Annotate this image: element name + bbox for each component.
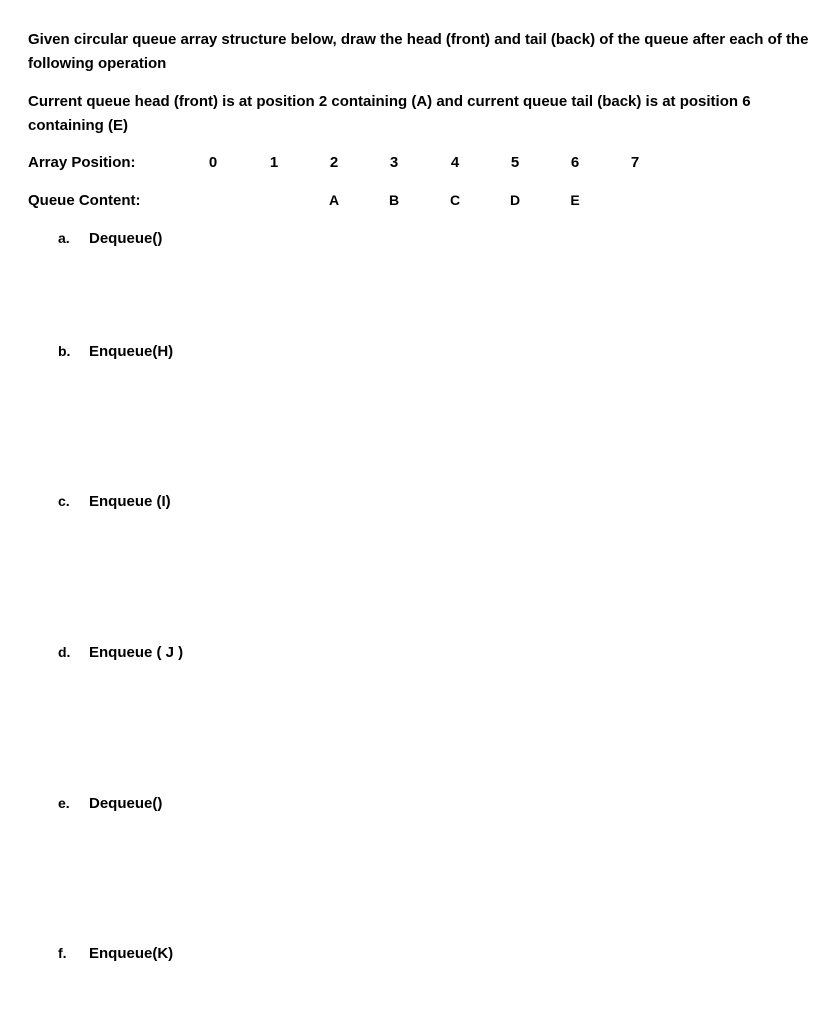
queue-content-2: A [328,192,340,208]
question-instruction: Given circular queue array structure below, draw the head (front) and tail (back) of the queue after each of the following operation [28,31,809,72]
operation-letter: d. [58,644,71,660]
queue-content-5: D [509,192,521,208]
array-position-label: Array Position: [28,154,136,171]
array-position-1: 1 [269,154,279,171]
operation-text: Dequeue() [89,795,163,812]
array-position-3: 3 [389,154,399,171]
operation-letter: a. [58,230,70,246]
array-position-7: 7 [630,154,640,171]
operation-item [58,230,162,247]
operation-text: Enqueue(K) [89,945,174,962]
queue-content-4: C [449,192,461,208]
operation-letter: c. [58,493,70,509]
operation-text: Dequeue() [89,230,163,247]
array-position-6: 6 [570,154,580,171]
operation-text: Enqueue ( J ) [89,644,184,661]
array-position-4: 4 [450,154,460,171]
operation-letter: b. [58,343,71,359]
array-position-5: 5 [510,154,520,171]
array-position-0: 0 [208,154,218,171]
operation-letter: e. [58,795,70,811]
operation-item [58,795,162,812]
queue-content-6: E [570,192,580,208]
operation-text: Enqueue (I) [89,493,171,510]
question-current-state: Current queue head (front) is at position 2 containing (A) and current queue tail (back) is at position 6 containing (E) [28,93,751,134]
operation-item [58,945,173,962]
operation-text: Enqueue(H) [89,343,174,360]
operation-item [58,343,173,360]
operation-item [58,644,183,661]
array-position-2: 2 [329,154,339,171]
operation-letter: f. [58,945,67,961]
queue-content-label: Queue Content: [28,192,141,209]
operation-item [58,493,171,510]
queue-content-3: B [388,192,400,208]
